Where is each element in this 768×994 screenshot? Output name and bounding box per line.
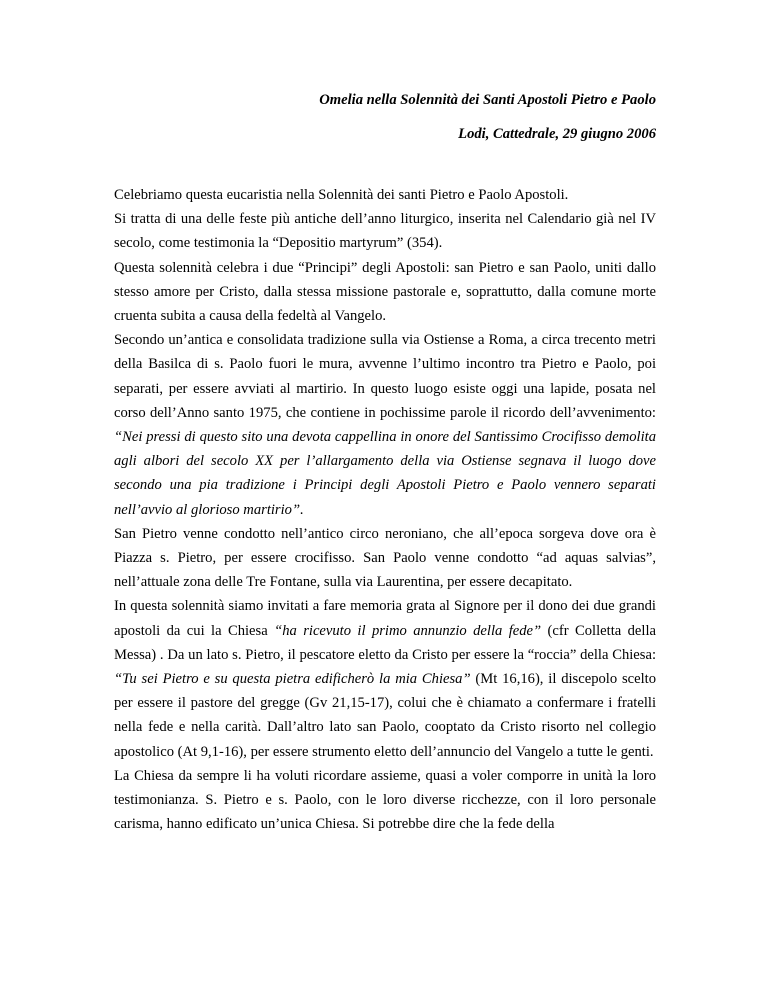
paragraph-6 (114, 594, 656, 763)
paragraph-7: La Chiesa da sempre li ha voluti ricordare assieme, quasi a voler comporre in unità la loro testimonianza. S. Pietro e s. Paolo, con le loro diverse ricchezze, con il loro personale carisma, hanno edificato un’unica Chiesa. Si potrebbe dire che la fede della (114, 767, 656, 833)
paragraph-1: Celebriamo questa eucaristia nella Solennità dei santi Pietro e Paolo Apostoli. (114, 187, 569, 203)
homily-body (114, 183, 656, 836)
paragraph-4-text: Secondo un’antica e consolidata tradizione sulla via Ostiense a Roma, a circa trecento metri della Basilca di s. Paolo fuori le mura, avvenne l’ultimo incontro tra Pietro e Paolo, poi separati, per essere avviati al martirio. In questo luogo esiste oggi una lapide, posata nel corso dell’Anno santo 1975, che contiene in pochissime parole il ricordo dell’avvenimento: (114, 332, 656, 421)
paragraph-4 (114, 328, 656, 522)
paragraph-5: San Pietro venne condotto nell’antico circo neroniano, che all’epoca sorgeva dove ora è Piazza s. Pietro, per essere crocifisso. San Paolo venne condotto “ad aquas salvias”, nell’attuale zona delle Tre Fontane, sulla via Laurentina, per essere decapitato. (114, 525, 656, 591)
collect-quote: “ha ricevuto il primo annunzio della fede” (274, 622, 542, 639)
paragraph-3: Questa solennità celebra i due “Principi” degli Apostoli: san Pietro e san Paolo, uniti dallo stesso amore per Cristo, dalla stessa missione pastorale e, soprattutto, dalla comune morte cruenta subita a causa della fedeltà al Vangelo. (114, 259, 656, 325)
paragraph-6-text-b: (cfr Colletta della Messa) . Da un lato s. Pietro, il pescatore eletto da Cristo per essere la “roccia” della Chiesa: (114, 622, 656, 663)
homily-title: Omelia nella Solennità dei Santi Apostoli Pietro e Paolo (319, 92, 656, 108)
paragraph-6-text-c: (Mt 16,16), il discepolo scelto per essere il pastore del gregge (Gv 21,15-17), colui che è chiamato a confermare i fratelli nella fede e nella carità. Dall’altro lato san Paolo, cooptato da Cristo risorto nel collegio apostolico (At 9,1-16), per essere strumento eletto dell’annuncio del Vangelo a tutte le genti. (114, 671, 657, 760)
paragraph-2: Si tratta di una delle feste più antiche dell’anno liturgico, inserita nel Calendario già nel IV secolo, come testimonia la “Depositio martyrum” (354). (114, 211, 656, 252)
paragraph-6-text-a: In questa solennità siamo invitati a fare memoria grata al Signore per il dono dei due grandi apostoli da cui la Chiesa (114, 598, 656, 639)
lapide-inscription-quote: “Nei pressi di questo sito una devota cappellina in onore del Santissimo Crocifisso demolita agli albori del secolo XX per l’allargamento della via Ostiense segnava il luogo dove secondo una pia tradizione i Principi degli Apostoli Pietro e Paolo vennero separati nell’avvio al glorioso martirio”. (114, 429, 656, 518)
gospel-quote: “Tu sei Pietro e su questa pietra edificherò la mia Chiesa” (114, 671, 471, 688)
homily-place-date: Lodi, Cattedrale, 29 giugno 2006 (458, 126, 656, 142)
